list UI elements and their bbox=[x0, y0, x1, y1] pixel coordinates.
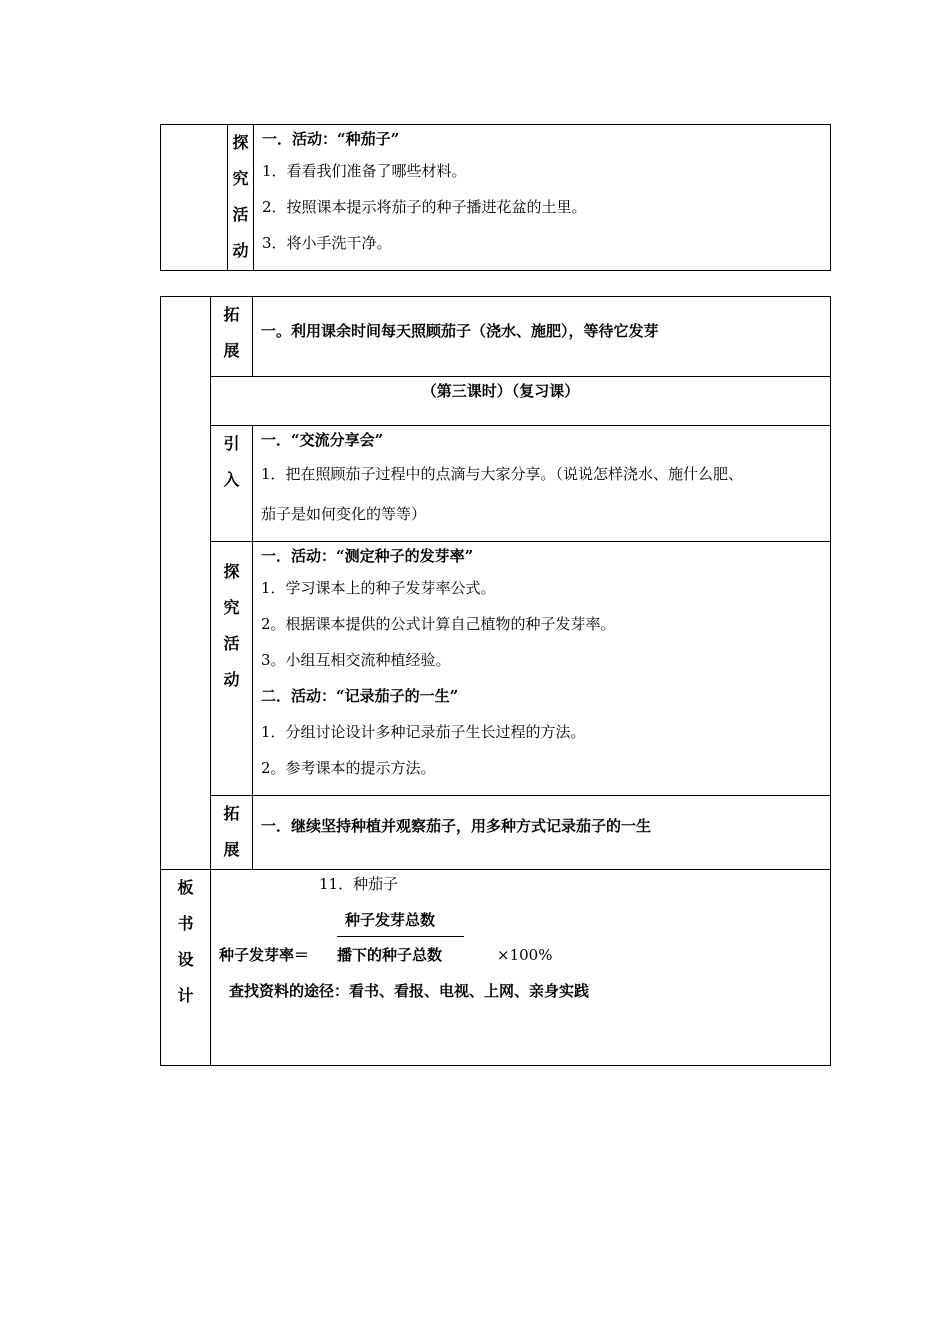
activity-item: 2．按照课本提示将茄子的种子播进花盆的土里。 bbox=[262, 198, 587, 216]
activity-item: 3。小组互相交流种植经验。 bbox=[261, 651, 451, 669]
board-design-label: 板 书 设 计 bbox=[161, 870, 211, 1066]
formula-lhs: 种子发芽率＝ bbox=[219, 946, 310, 964]
explore-activity-content bbox=[253, 542, 831, 796]
activity-item: 1．分组讨论设计多种记录茄子生长过程的方法。 bbox=[261, 723, 586, 741]
lesson-title: （第三课时）（复习课） bbox=[421, 382, 580, 400]
empty-left-cell bbox=[161, 125, 228, 271]
fraction-bar bbox=[337, 936, 464, 937]
board-design-content bbox=[211, 870, 831, 1066]
empty-left-cell bbox=[161, 297, 211, 870]
resources-text: 查找资料的途径：看书、看报、电视、上网、亲身实践 bbox=[229, 982, 590, 1000]
activity-item: 2。根据课本提供的公式计算自己植物的种子发芽率。 bbox=[261, 615, 616, 633]
lesson-title-cell bbox=[211, 377, 831, 426]
intro-label: 引 入 bbox=[211, 426, 253, 542]
activity-heading: 二．活动：“记录茄子的一生” bbox=[261, 687, 459, 705]
formula-numerator: 种子发芽总数 bbox=[345, 911, 436, 929]
activity-item: 1．学习课本上的种子发芽率公式。 bbox=[261, 579, 496, 597]
activity-heading: 一．活动：“种茄子” bbox=[262, 130, 400, 148]
activity-heading: 一．活动：“测定种子的发芽率” bbox=[261, 547, 474, 565]
extension-content: 一．继续坚持种植并观察茄子，用多种方式记录茄子的一生 bbox=[253, 796, 831, 870]
lesson-table-2 bbox=[160, 296, 831, 1066]
extension-label: 拓 展 bbox=[211, 796, 253, 870]
activity-item: 1．看看我们准备了哪些材料。 bbox=[262, 162, 467, 180]
extension-label: 拓 展 bbox=[211, 297, 253, 377]
explore-activity-label: 探 究 活 动 bbox=[211, 542, 253, 796]
board-title: 11．种茄子 bbox=[319, 875, 399, 893]
extension-content: 一。利用课余时间每天照顾茄子（浇水、施肥），等待它发芽 bbox=[253, 297, 831, 377]
formula-multiplier: ×100% bbox=[497, 946, 553, 964]
explore-activity-content bbox=[254, 125, 831, 271]
activity-item: 3．将小手洗干净。 bbox=[262, 234, 392, 252]
intro-heading: 一．“交流分享会” bbox=[261, 431, 384, 449]
formula-denominator: 播下的种子总数 bbox=[337, 946, 443, 964]
lesson-table-1 bbox=[160, 124, 831, 271]
explore-activity-label: 探 究 活 动 bbox=[228, 125, 254, 271]
activity-item: 2。参考课本的提示方法。 bbox=[261, 759, 436, 777]
intro-content: 一．“交流分享会” 1．把在照顾茄子过程中的点滴与大家分享。（说说怎样浇水、施什么肥、 茄子是如何变化的等等） bbox=[253, 426, 831, 542]
